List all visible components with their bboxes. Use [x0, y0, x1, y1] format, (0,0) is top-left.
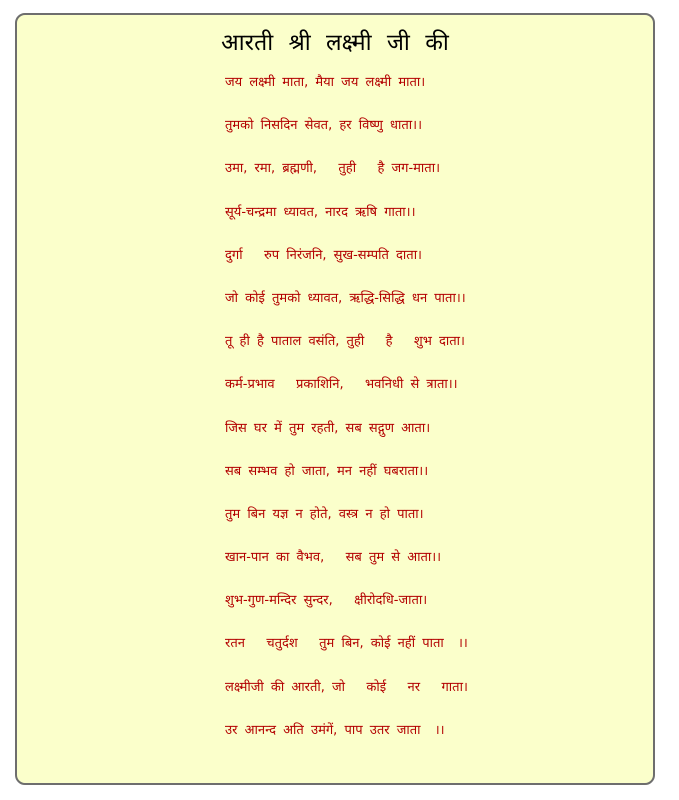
verse-line: जय लक्ष्मी माता, मैया जय लक्ष्मी माता। [225, 75, 426, 90]
verse-line: तू ही है पाताल वसंति, तुही है शुभ दाता। [225, 334, 465, 350]
verse-line: तुम बिन यज्ञ न होते, वस्त्र न हो पाता। [225, 506, 424, 522]
verse-line: जो कोई तुमको ध्यावत, ऋद्धि-सिद्धि धन पाता।। [225, 290, 466, 306]
aarti-card [15, 13, 655, 785]
verse-line: शुभ-गुण-मन्दिर सुन्दर, क्षीरोदधि-जाता। [225, 593, 428, 609]
verse-line: लक्ष्मीजी की आरती, जो कोई नर गाता। [225, 679, 468, 695]
verse-line: दुर्गा रुप निरंजनि, सुख-सम्पति दाता। [225, 247, 422, 263]
verse-line: कर्म-प्रभाव प्रकाशिनि, भवनिधी से त्राता।। [225, 377, 458, 393]
verse-line: तुमको निसदिन सेवत, हर विष्णु धाता।। [225, 118, 423, 134]
verse-line: सब सम्भव हो जाता, मन नहीं घबराता।। [225, 463, 429, 479]
verse-line: खान-पान का वैभव, सब तुम से आता।। [225, 550, 442, 566]
verse-line: उमा, रमा, ब्रह्मणी, तुही है जग-माता। [225, 161, 440, 177]
verse-line: सूर्य-चन्द्रमा ध्यावत, नारद ऋषि गाता।। [225, 204, 416, 220]
verse-line: जिस घर में तुम रहती, सब सद्गुण आता। [225, 420, 431, 436]
verse-line: रतन चतुर्दश तुम बिन, कोई नहीं पाता ।। [225, 636, 468, 652]
verse-line: उर आनन्द अति उमंगें, पाप उतर जाता ।। [225, 722, 445, 738]
verse-list [225, 73, 468, 764]
page-title: आरती श्री लक्ष्मी जी की [221, 30, 449, 56]
